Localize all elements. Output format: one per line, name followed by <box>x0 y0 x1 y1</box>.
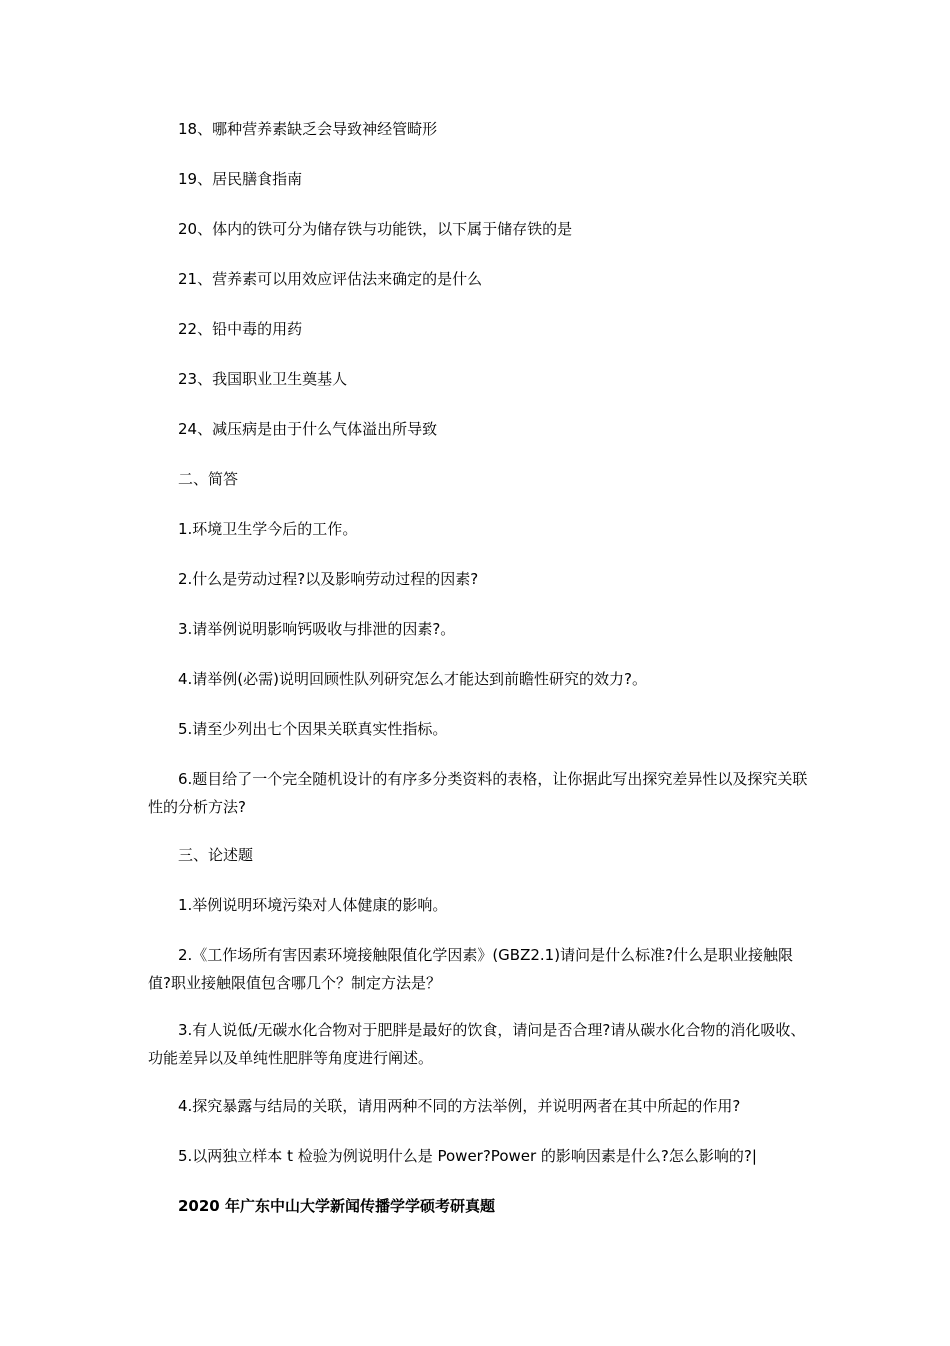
short-answer-5: 5.请至少列出七个因果关联真实性指标。 <box>178 720 448 738</box>
essay-1: 1.举例说明环境污染对人体健康的影响。 <box>178 896 448 914</box>
next-section-title: 2020 年广东中山大学新闻传播学学硕考研真题 <box>178 1197 495 1215</box>
question-18: 18、哪种营养素缺乏会导致神经管畸形 <box>178 120 438 138</box>
section-heading-essay: 三、论述题 <box>178 846 254 864</box>
short-answer-1: 1.环境卫生学今后的工作。 <box>178 520 358 538</box>
short-answer-3: 3.请举例说明影响钙吸收与排泄的因素?。 <box>178 620 456 638</box>
section-heading-short-answer: 二、简答 <box>178 470 239 488</box>
essay-3: 3.有人说低/无碳水化合物对于肥胖是最好的饮食，请问是否合理?请从碳水化合物的消化吸收、功能差异以及单纯性肥胖等角度进行阐述。 <box>148 1021 806 1067</box>
question-22: 22、铅中毒的用药 <box>178 320 303 338</box>
essay-5: 5.以两独立样本 t 检验为例说明什么是 Power?Power 的影响因素是什么?怎么影响的?| <box>178 1147 757 1165</box>
essay-2: 2.《工作场所有害因素环境接触限值化学因素》(GBZ2.1)请问是什么标准?什么是职业接触限值?职业接触限值包含哪几个？制定方法是？ <box>148 946 794 992</box>
question-19: 19、居民膳食指南 <box>178 170 303 188</box>
short-answer-6: 6.题目给了一个完全随机设计的有序多分类资料的表格，让你据此写出探究差异性以及探究关联性的分析方法? <box>148 770 808 816</box>
essay-4: 4.探究暴露与结局的关联，请用两种不同的方法举例，并说明两者在其中所起的作用? <box>178 1097 741 1115</box>
short-answer-4: 4.请举例(必需)说明回顾性队列研究怎么才能达到前瞻性研究的效力?。 <box>178 670 647 688</box>
short-answer-2: 2.什么是劳动过程?以及影响劳动过程的因素? <box>178 570 479 588</box>
question-23: 23、我国职业卫生奠基人 <box>178 370 348 388</box>
question-24: 24、减压病是由于什么气体溢出所导致 <box>178 420 438 438</box>
question-21: 21、营养素可以用效应评估法来确定的是什么 <box>178 270 483 288</box>
question-20: 20、体内的铁可分为储存铁与功能铁，以下属于储存铁的是 <box>178 220 573 238</box>
